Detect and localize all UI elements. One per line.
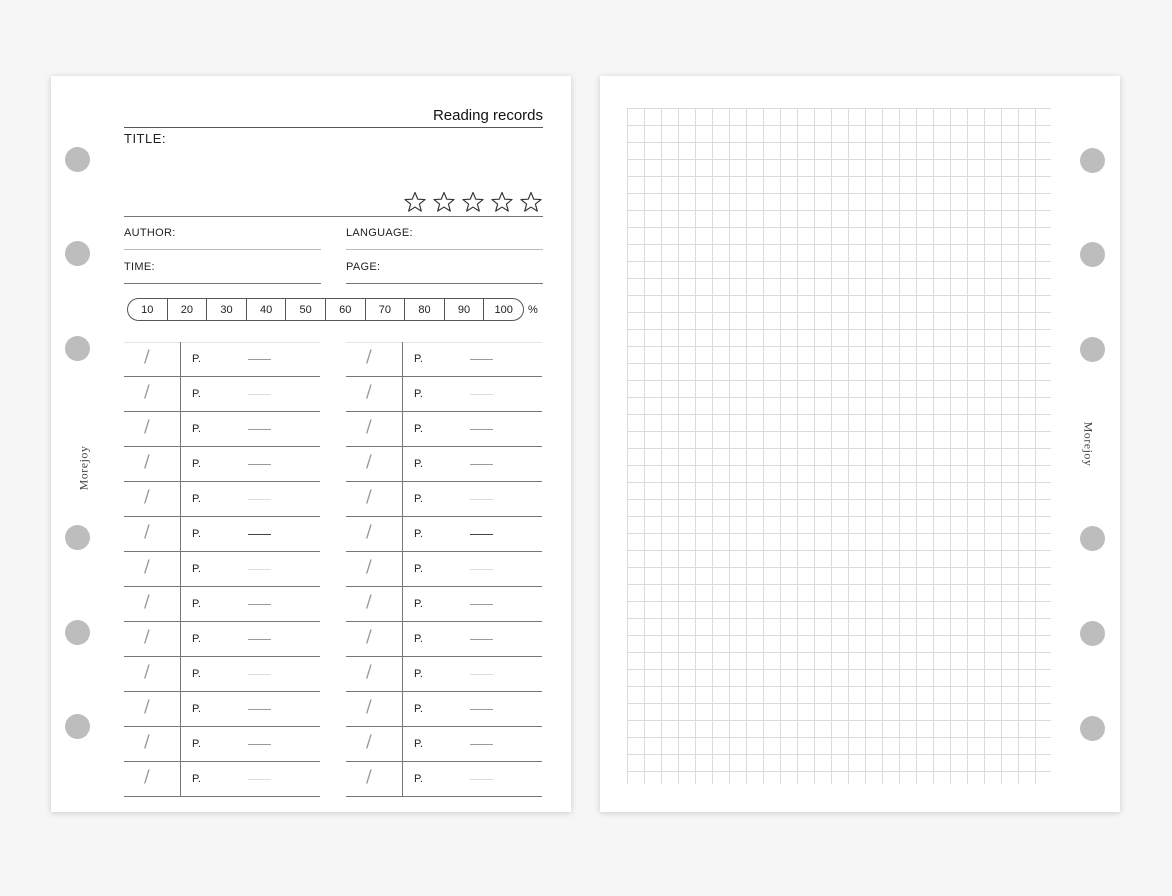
page-range-dash	[248, 429, 271, 430]
page-range-dash	[248, 464, 271, 465]
log-row[interactable]	[346, 517, 542, 552]
log-row[interactable]	[124, 692, 320, 727]
date-field: /	[366, 592, 372, 612]
page-range-dash	[248, 674, 271, 675]
star-rating[interactable]	[402, 191, 544, 213]
title-label: TITLE:	[124, 131, 167, 146]
binder-hole	[1080, 148, 1105, 173]
page-number-label: P.	[414, 773, 423, 785]
log-row[interactable]	[124, 482, 320, 517]
language-line	[346, 249, 543, 250]
date-field: /	[144, 487, 150, 507]
page-number-label: P.	[192, 458, 201, 470]
brand-label: Morejoy	[76, 445, 91, 491]
date-field: /	[144, 452, 150, 472]
binder-hole	[65, 714, 90, 739]
time-line	[124, 283, 321, 284]
page-number-label: P.	[192, 738, 201, 750]
page-range-dash	[248, 639, 271, 640]
page-number-label: P.	[414, 668, 423, 680]
page-range-dash	[248, 359, 271, 360]
progress-step[interactable]: 70	[366, 299, 406, 320]
column-divider	[180, 377, 181, 411]
column-divider	[180, 657, 181, 691]
date-field: /	[366, 662, 372, 682]
page-number-label: P.	[192, 773, 201, 785]
date-field: /	[366, 697, 372, 717]
author-line	[124, 249, 321, 250]
binder-hole	[1080, 716, 1105, 741]
page-range-dash	[248, 604, 271, 605]
log-row[interactable]	[124, 762, 320, 797]
progress-step[interactable]: 10	[128, 299, 168, 320]
column-divider	[180, 342, 181, 376]
date-field: /	[144, 347, 150, 367]
page-number-label: P.	[414, 388, 423, 400]
column-divider	[402, 587, 403, 621]
column-divider	[402, 377, 403, 411]
log-row[interactable]	[124, 447, 320, 482]
reading-progress-bar[interactable]	[127, 298, 524, 321]
page-range-dash	[470, 674, 493, 675]
star-icon[interactable]	[460, 191, 486, 213]
date-field: /	[366, 522, 372, 542]
log-row[interactable]	[124, 377, 320, 412]
progress-step[interactable]: 30	[207, 299, 247, 320]
date-field: /	[144, 767, 150, 787]
column-divider	[180, 552, 181, 586]
binder-hole	[1080, 526, 1105, 551]
progress-step[interactable]: 80	[405, 299, 445, 320]
column-divider	[180, 447, 181, 481]
column-divider	[402, 412, 403, 446]
date-field: /	[144, 627, 150, 647]
log-row[interactable]	[346, 552, 542, 587]
log-row[interactable]	[124, 412, 320, 447]
date-field: /	[366, 627, 372, 647]
page-range-dash	[470, 359, 493, 360]
page-number-label: P.	[192, 668, 201, 680]
column-divider	[402, 622, 403, 656]
page-number-label: P.	[192, 423, 201, 435]
title-rule	[124, 216, 543, 217]
page-range-dash	[470, 534, 493, 535]
log-row[interactable]	[346, 762, 542, 797]
page-number-label: P.	[414, 598, 423, 610]
log-row[interactable]	[124, 342, 320, 377]
column-divider	[180, 587, 181, 621]
binder-hole	[65, 525, 90, 550]
column-divider	[180, 727, 181, 761]
page-number-label: P.	[414, 423, 423, 435]
page-range-dash	[470, 779, 493, 780]
log-row[interactable]	[346, 727, 542, 762]
progress-step[interactable]: 60	[326, 299, 366, 320]
log-row[interactable]	[124, 727, 320, 762]
log-row[interactable]	[124, 552, 320, 587]
column-divider	[402, 692, 403, 726]
date-field: /	[366, 382, 372, 402]
page-line	[346, 283, 543, 284]
column-divider	[180, 482, 181, 516]
date-field: /	[144, 732, 150, 752]
page-range-dash	[248, 779, 271, 780]
page-range-dash	[470, 604, 493, 605]
column-divider	[402, 727, 403, 761]
progress-step[interactable]: 90	[445, 299, 485, 320]
author-label: AUTHOR:	[124, 227, 176, 239]
date-field: /	[366, 347, 372, 367]
page-range-dash	[248, 394, 271, 395]
progress-step[interactable]: 50	[286, 299, 326, 320]
date-field: /	[366, 557, 372, 577]
log-row[interactable]	[124, 517, 320, 552]
page-range-dash	[248, 709, 271, 710]
header-rule	[124, 127, 543, 128]
page-number-label: P.	[414, 458, 423, 470]
star-icon[interactable]	[431, 191, 457, 213]
date-field: /	[366, 487, 372, 507]
grid-sheet	[600, 76, 1120, 812]
star-icon[interactable]	[489, 191, 515, 213]
page-number-label: P.	[192, 633, 201, 645]
log-row[interactable]	[346, 377, 542, 412]
progress-step[interactable]: 40	[247, 299, 287, 320]
page-label: PAGE:	[346, 261, 381, 273]
column-divider	[402, 482, 403, 516]
page-range-dash	[470, 744, 493, 745]
page-range-dash	[248, 744, 271, 745]
date-field: /	[144, 592, 150, 612]
column-divider	[180, 412, 181, 446]
column-divider	[180, 622, 181, 656]
log-row[interactable]	[346, 342, 542, 377]
log-row[interactable]	[346, 657, 542, 692]
page-number-label: P.	[414, 493, 423, 505]
binder-hole	[65, 241, 90, 266]
brand-label: Morejoy	[1081, 421, 1096, 467]
log-row[interactable]	[124, 657, 320, 692]
page-range-dash	[248, 534, 271, 535]
page-number-label: P.	[414, 703, 423, 715]
page-range-dash	[470, 639, 493, 640]
log-row[interactable]	[346, 587, 542, 622]
column-divider	[402, 762, 403, 796]
page-number-label: P.	[192, 388, 201, 400]
page-number-label: P.	[414, 633, 423, 645]
page-number-label: P.	[414, 528, 423, 540]
column-divider	[402, 342, 403, 376]
log-row[interactable]	[346, 692, 542, 727]
page-number-label: P.	[414, 353, 423, 365]
binder-hole	[1080, 242, 1105, 267]
log-column-right	[346, 342, 542, 797]
page-range-dash	[470, 464, 493, 465]
log-column-left	[124, 342, 320, 797]
page-range-dash	[470, 429, 493, 430]
binder-hole	[65, 336, 90, 361]
page-range-dash	[470, 569, 493, 570]
page-number-label: P.	[192, 598, 201, 610]
star-icon[interactable]	[518, 191, 544, 213]
column-divider	[402, 552, 403, 586]
date-field: /	[366, 417, 372, 437]
column-divider	[180, 692, 181, 726]
page-number-label: P.	[192, 353, 201, 365]
page-range-dash	[470, 709, 493, 710]
date-field: /	[144, 522, 150, 542]
page-range-dash	[470, 499, 493, 500]
time-label: TIME:	[124, 261, 155, 273]
date-field: /	[144, 417, 150, 437]
log-row[interactable]	[124, 587, 320, 622]
star-icon[interactable]	[402, 191, 428, 213]
column-divider	[402, 447, 403, 481]
page-number-label: P.	[414, 738, 423, 750]
page-range-dash	[470, 394, 493, 395]
reading-record-sheet	[51, 76, 571, 812]
log-row[interactable]	[124, 622, 320, 657]
grid-area	[627, 108, 1051, 784]
page-number-label: P.	[414, 563, 423, 575]
binder-hole	[1080, 337, 1105, 362]
page-number-label: P.	[192, 493, 201, 505]
log-row[interactable]	[346, 412, 542, 447]
binder-hole	[65, 147, 90, 172]
language-label: LANGUAGE:	[346, 227, 413, 239]
log-row[interactable]	[346, 482, 542, 517]
column-divider	[402, 517, 403, 551]
date-field: /	[366, 732, 372, 752]
date-field: /	[366, 452, 372, 472]
date-field: /	[144, 697, 150, 717]
date-field: /	[144, 382, 150, 402]
page-header: Reading records	[432, 107, 543, 124]
page-number-label: P.	[192, 703, 201, 715]
column-divider	[180, 762, 181, 796]
page-number-label: P.	[192, 563, 201, 575]
page-range-dash	[248, 499, 271, 500]
column-divider	[180, 517, 181, 551]
page-number-label: P.	[192, 528, 201, 540]
column-divider	[402, 657, 403, 691]
date-field: /	[144, 557, 150, 577]
date-field: /	[366, 767, 372, 787]
percent-sign: %	[528, 304, 538, 316]
page-range-dash	[248, 569, 271, 570]
progress-step[interactable]: 20	[168, 299, 208, 320]
log-row[interactable]	[346, 622, 542, 657]
binder-hole	[1080, 621, 1105, 646]
binder-hole	[65, 620, 90, 645]
progress-step[interactable]: 100	[494, 303, 513, 316]
log-row[interactable]	[346, 447, 542, 482]
date-field: /	[144, 662, 150, 682]
